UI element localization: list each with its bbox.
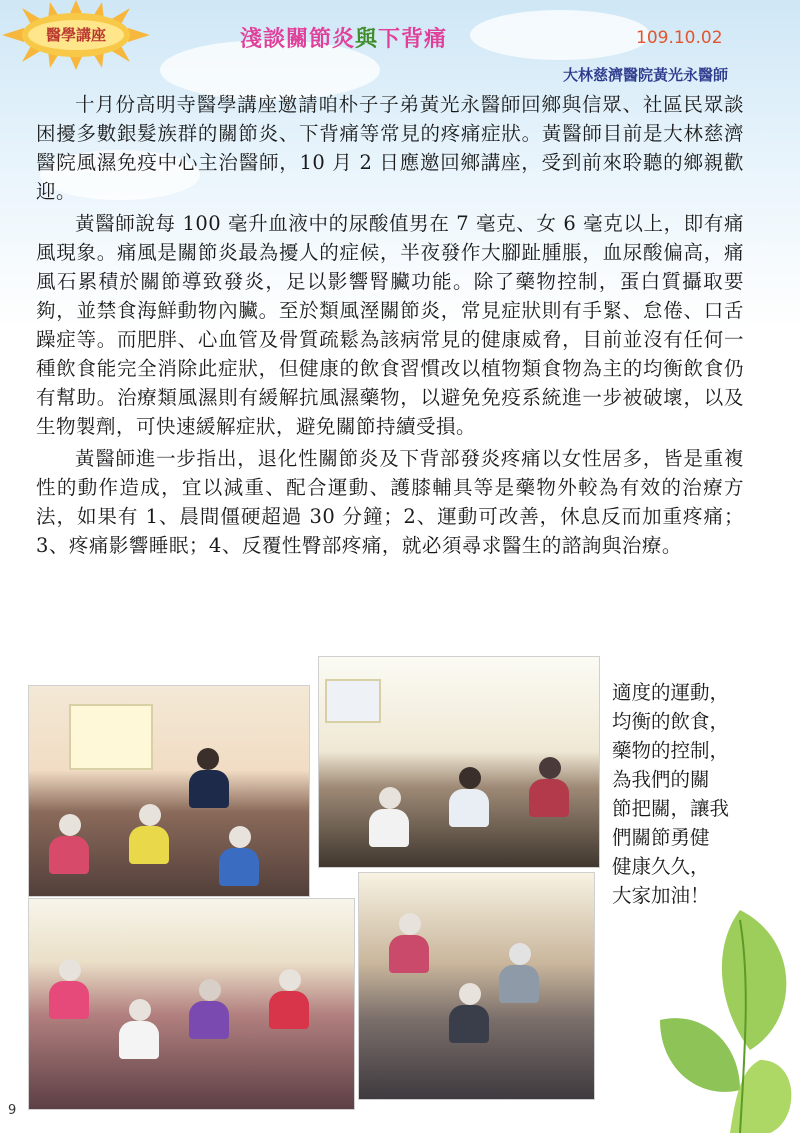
closing-line: 健康久久，: [612, 855, 710, 878]
paragraph: 十月份高明寺醫學講座邀請咱朴子子弟黃光永醫師回鄉與信眾、社區民眾談困擾多數銀髮族群的關節炎、下背痛等常見的疼痛症狀。黃醫師目前是大林慈濟醫院風濕免疫中心主治醫師，10 月 2 日應邀回鄉講座，受到前來聆聽的鄉親歡迎。: [36, 93, 744, 203]
paragraph: 黃醫師進一步指出，退化性關節炎及下背部發炎疼痛以女性居多，皆是重複性的動作造成，宜以減重、配合運動、護膝輔具等是藥物外較為有效的治療方法，如果有 1、晨間僵硬超過 30 分鐘；2、運動可改善，休息反而加重疼痛；3、疼痛影響睡眠；4、反覆性臀部疼痛，就必須尋求醫生的諮詢與治療。: [36, 447, 744, 557]
article-title: 淺談關節炎與下背痛: [240, 27, 448, 52]
closing-line: 均衡的飲食，: [612, 710, 730, 733]
article-body: [36, 90, 744, 563]
closing-line: 藥物的控制，: [612, 739, 730, 762]
article-byline: 大林慈濟醫院黃光永醫師: [562, 66, 728, 84]
closing-line: 們關節勇健: [612, 826, 710, 849]
lecture-photo-audience: [28, 898, 355, 1110]
lecture-photo-notetaking: [358, 872, 595, 1100]
closing-line: 適度的運動，: [612, 681, 730, 704]
section-badge: [2, 0, 152, 70]
leaf-decoration-icon: [640, 900, 800, 1133]
lecture-photo-hall: [318, 656, 600, 868]
article-date: 109.10.02: [636, 28, 723, 48]
closing-line: 節把關，讓我: [612, 797, 730, 820]
badge-label: 醫學講座: [28, 20, 124, 50]
paragraph: 黃醫師說每 100 毫升血液中的尿酸值男在 7 毫克、女 6 毫克以上，即有痛風現象。痛風是關節炎最為擾人的症候，半夜發作大腳趾腫脹，血尿酸偏高，痛風石累積於關節導致發炎，足以影響腎臟功能。除了藥物控制，蛋白質攝取要夠，並禁食海鮮動物內臟。至於類風溼關節炎，常見症狀則有手緊、怠倦、口舌躁症等。而肥胖、心血管及骨質疏鬆為該病常見的健康威脅，目前並沒有任何一種飲食能完全消除此症狀，但健康的飲食習慣改以植物類食物為主的均衡飲食仍有幫助。治療類風濕則有緩解抗風濕藥物，以避免免疫系統進一步被破壞，以及生物製劑，可快速緩解症狀，避免關節持續受損。: [36, 212, 744, 438]
closing-line: 為我們的關: [612, 768, 710, 791]
lecture-photo-speaker: [28, 685, 310, 897]
closing-message: [612, 678, 729, 910]
closing-line: 大家加油！: [612, 884, 710, 907]
page-number: 9: [8, 1103, 17, 1118]
